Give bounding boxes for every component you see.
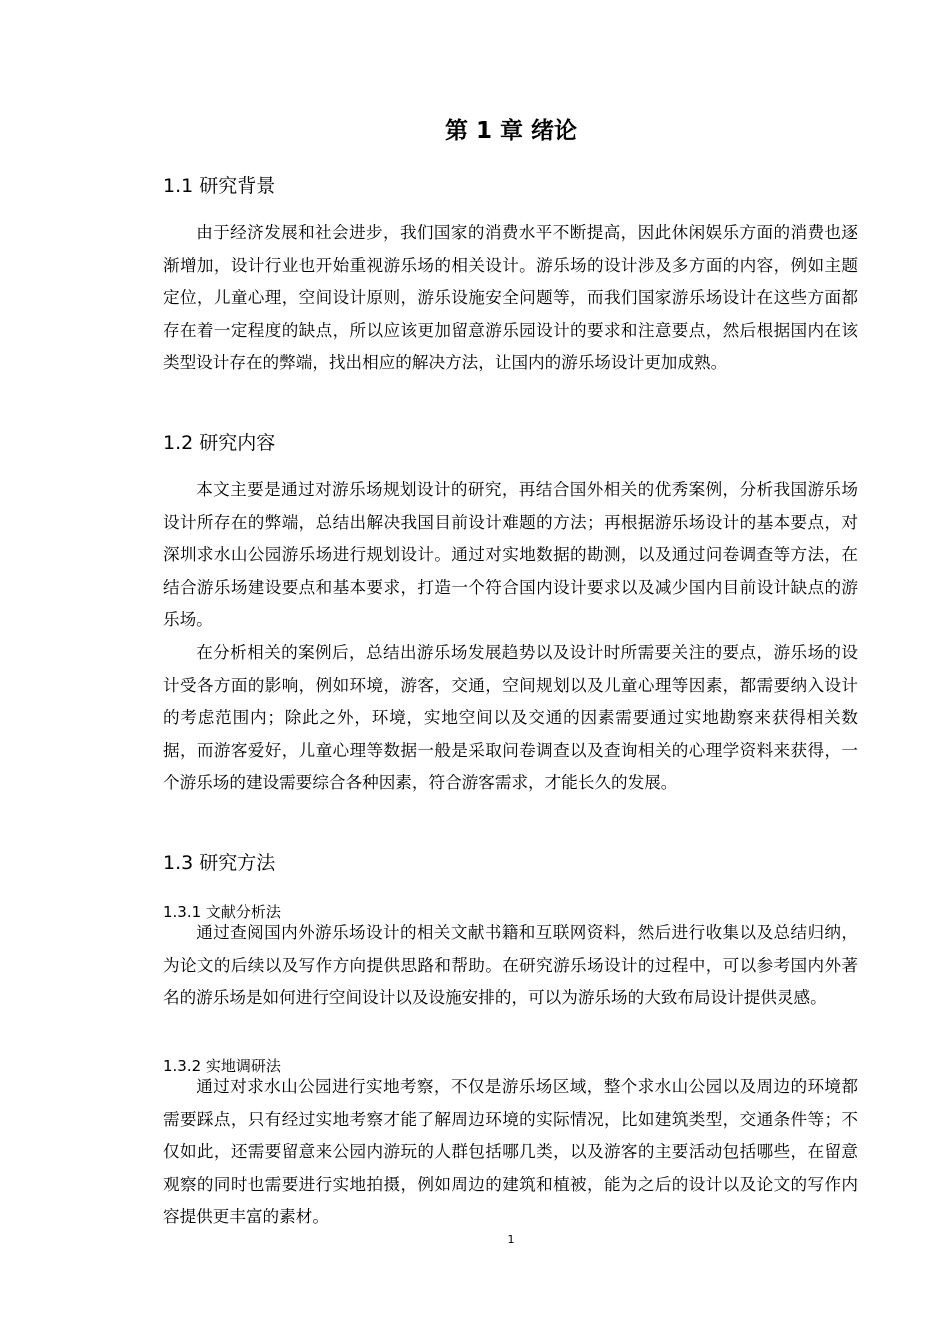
section-heading-1-1: 1.1 研究背景 (163, 175, 276, 197)
section-1-2-paragraph-1: 本文主要是通过对游乐场规划设计的研究，再结合国外相关的优秀案例，分析我国游乐场设计所存在的弊端，总结出解决我国目前设计难题的方法；再根据游乐场设计的基本要点，对深圳求水山公园游乐场进行规划设计。通过对实地数据的勘测，以及通过问卷调查等方法，在结合游乐场建设要点和基本要求，打造一个符合国内设计要求以及减少国内目前设计缺点的游乐场。 (163, 480, 858, 630)
subsection-heading-1-3-2: 1.3.2 实地调研法 (163, 1057, 281, 1075)
chapter-title: 第 1 章 绪论 (444, 118, 578, 144)
section-1-1-paragraph: 由于经济发展和社会进步，我们国家的消费水平不断提高，因此休闲娱乐方面的消费也逐渐增加，设计行业也开始重视游乐场的相关设计。游乐场的设计涉及多方面的内容，例如主题定位，儿童心理，空间设计原则，游乐设施安全问题等，而我们国家游乐场设计在这些方面都存在着一定程度的缺点，所以应该更加留意游乐园设计的要求和注意要点，然后根据国内在该类型设计存在的弊端，找出相应的解决方法，让国内的游乐场设计更加成熟。 (163, 223, 858, 373)
page-number: 1 (507, 1233, 515, 1246)
section-1-2-paragraph-2: 在分析相关的案例后，总结出游乐场发展趋势以及设计时所需要关注的要点，游乐场的设计受各方面的影响，例如环境，游客，交通，空间规划以及儿童心理等因素，都需要纳入设计的考虑范围内；除此之外，环境，实地空间以及交通的因素需要通过实地勘察来获得相关数据，而游客爱好，儿童心理等数据一般是采取问卷调查以及查询相关的心理学资料来获得，一个游乐场的建设需要综合各种因素，符合游客需求，才能长久的发展。 (163, 643, 858, 793)
section-heading-1-2: 1.2 研究内容 (163, 432, 276, 454)
section-heading-1-3: 1.3 研究方法 (163, 852, 276, 874)
subsection-1-3-2-paragraph: 通过对求水山公园进行实地考察，不仅是游乐场区域，整个求水山公园以及周边的环境都需要踩点，只有经过实地考察才能了解周边环境的实际情况，比如建筑类型，交通条件等；不仅如此，还需要留意来公园内游玩的人群包括哪几类，以及游客的主要活动包括哪些，在留意观察的同时也需要进行实地拍摄，例如周边的建筑和植被，能为之后的设计以及论文的写作内容提供更丰富的素材。 (163, 1077, 858, 1227)
subsection-1-3-1-paragraph: 通过查阅国内外游乐场设计的相关文献书籍和互联网资料，然后进行收集以及总结归纳，为论文的后续以及写作方向提供思路和帮助。在研究游乐场设计的过程中，可以参考国内外著名的游乐场是如何进行空间设计以及设施安排的，可以为游乐场的大致布局设计提供灵感。 (163, 923, 858, 1008)
subsection-heading-1-3-1: 1.3.1 文献分析法 (163, 903, 281, 921)
